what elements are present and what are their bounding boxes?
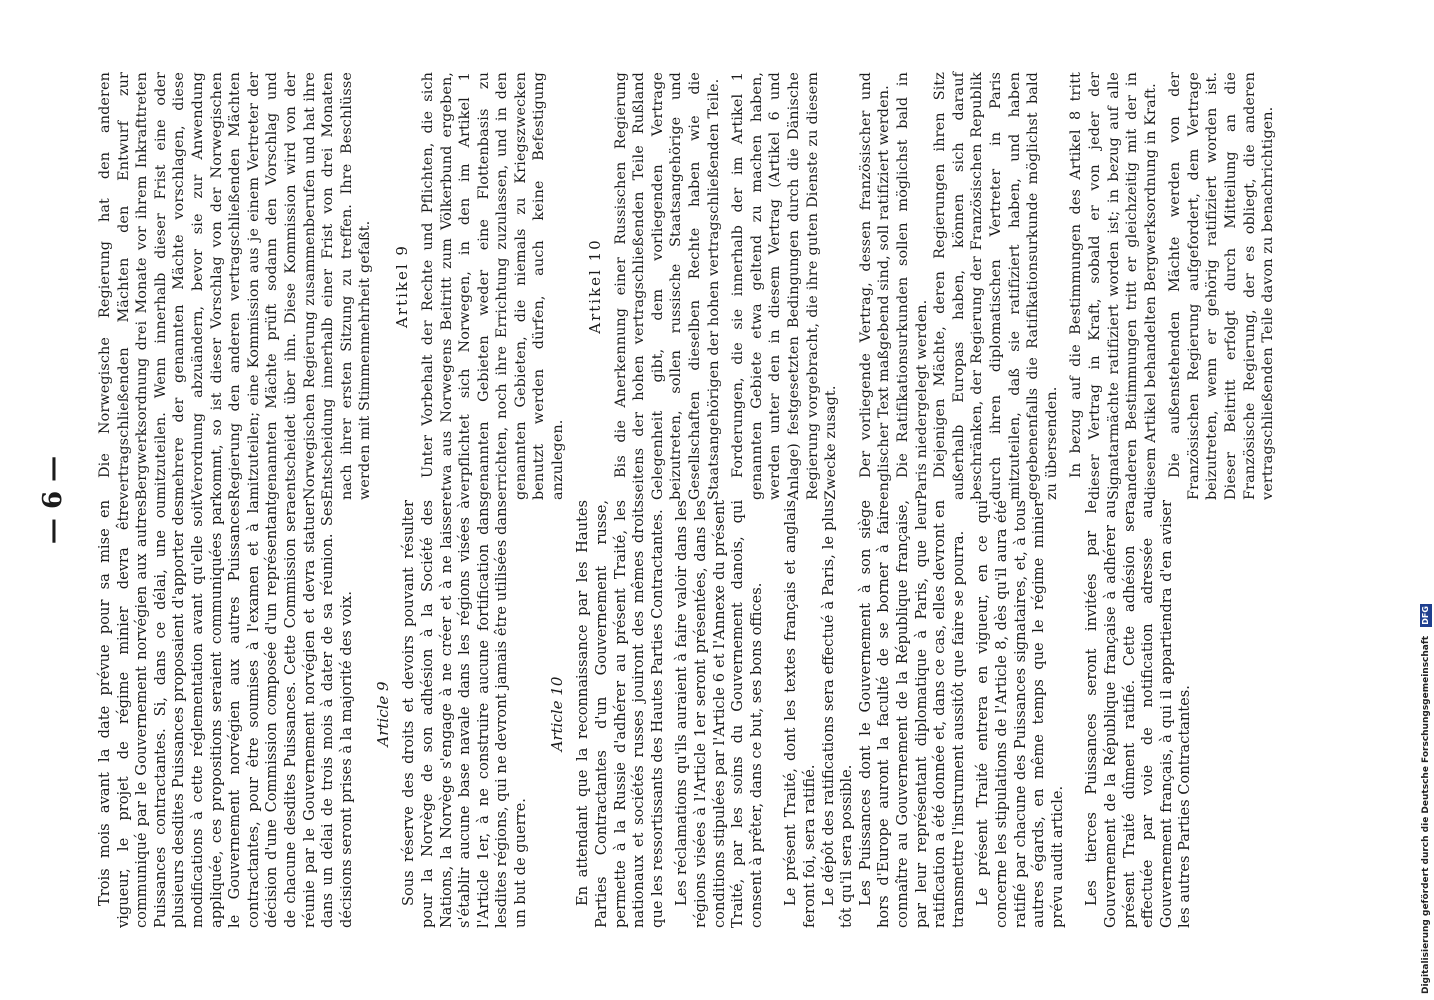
digitization-credit-text: Digitalisierung gefördert durch die Deutsche Forschungsgemeinschaft [1421,635,1431,994]
french-final-paragraph-5: Les tierces Puissances seront invitées par le Gouvernement de la République française à adhérer au présent Traité dûment ratifié. Cette adhésion sera effectuée par voie de notification adressée au Gouvernement français, à qui il appartiendra d'en aviser les autres Parties Contractantes. [1083,500,1194,928]
german-final-paragraph-3: Diejenigen Mächte, deren Regierungen ihren Sitz außerhalb Europas haben, können sich darauf beschränken, der Regierung der Französischen Republik durch ihren diplomatischen Vertreter in Paris mitzuteilen, daß sie ratifiziert haben, und haben gegebenenfalls die Ratifikationsurkunde möglichst bald zu übersenden. [932,72,1060,500]
german-article-10-paragraph-1: Bis die Anerkennung einer Russischen Regierung seitens der hohen vertragschließenden Teile Rußland Gelegenheit gibt, dem vorliegenden Vertrage beizutreten, sollen russische Staatsangehörige und Gesellschaften dieselben Rechte haben wie die Staatsangehörigen der hohen vertragschließenden Teile. [612,72,722,500]
german-article-10-paragraph-2: Forderungen, die sie innerhalb der im Artikel 1 genannten Gebiete etwa geltend zu machen haben, werden unter den in diesem Vertrag (Artikel 6 und Anlage) festgesetzten Bedingungen durch die Dänische Regierung vorgebracht, die ihre guten Dienste zu diesem Zwecke zusagt. [730,72,840,500]
german-final-paragraph-1: Der vorliegende Vertrag, dessen französischer und englischer Text maßgebend sind, soll ratifiziert werden. [857,72,893,500]
french-article-9-heading: Article 9 [374,681,393,747]
french-final-paragraph-4: Le présent Traité entrera en vigueur, en ce qui concerne les stipulations de l'Article 8, dès qu'il aura été ratifié par chacune des Puissances signataires, et, à tous autres égards, en même temps que le régime minier prévu audit article. [974,500,1066,928]
dfg-logo: DFG [1420,606,1430,625]
french-column [96,500,1195,928]
german-article-9-heading: Artikel 9 [392,244,411,328]
digitization-credit [1418,0,1434,1000]
german-column [96,72,1278,500]
french-final-paragraph-3: Les Puissances dont le Gouvernement à son siège hors d'Europe auront la faculté de se borner à faire connaître au Gouvernement de la République française, par leur représentant diplomatique à Paris, que leur ratification a été donnée et, dans ce cas, elles devront en transmettre l'instrument aussitôt que faire se pourra. [856,500,967,928]
german-article-10-heading: Artikel 10 [585,238,604,334]
german-final-paragraph-4: In bezug auf die Bestimmungen des Artikel 8 tritt dieser Vertrag in Kraft, sobald er von jeder der Signatarmächte ratifiziert worden ist; in bezug auf alle anderen Bestimmungen tritt er gleichzeitig mit der in diesem Artikel behandelten Bergwerksordnung in Kraft. [1068,72,1159,500]
german-final-paragraph-5: Die außenstehenden Mächte werden von der Französischen Regierung aufgefordert, dem Vertrage beizutreten, wenn er gehörig ratifiziert worden ist. Dieser Beitritt erfolgt durch Mitteilung an die Französische Regierung, der es obliegt, die anderen vertragschließenden Teile davon zu benachrichtigen. [1167,72,1277,500]
french-final-paragraph-2: Le dépôt des ratifications sera effectué à Paris, le plus tôt qu'il sera possible. [819,500,856,928]
french-article-10-paragraph-2: Les réclamations qu'ils auraient à faire valoir dans les régions visées à l'Article 1er seront présentées, dans les conditions stipulées par l'Article 6 et l'Annexe du présent Traité, par les soins du Gouvernement danois, qui consent à prêter, dans ce but, ses bons offices. [673,500,765,928]
french-final-paragraph-1: Le présent Traité, dont les textes français et anglais feront foi, sera ratifié. [782,500,818,928]
french-article-10-heading: Article 10 [548,676,567,752]
french-intro-paragraph: Trois mois avant la date prévue pour sa mise en vigueur, le projet de régime minier devra être communiqué par le Gouvernement norvégien aux autres Puissances contractantes. Si, dans ce délai, une ou plusieurs desdites Puissances proposaient d'apporter des modifications à cette réglementation avant qu'elle soit appliquée, ces propositions seraient communiquées par le Gouvernement norvégien aux autres Puissances contractantes, pour être soumises à l'examen et à la décision d'une Commission composée d'un représentant de chacune desdites Puissances. Cette Commission sera réunie par le Gouvernement norvégien et devra statuer dans un délai de trois mois à dater de sa réunion. Ses décisions seront prises à la majorité des voix. [96,500,355,928]
german-final-paragraph-2: Die Ratifikationsurkunden sollen möglichst bald in Paris niedergelegt werden. [894,72,930,500]
french-article-9-text: Sous réserve des droits et devoirs pouvant résulter pour la Norvège de son adhésion à la Société des Nations, la Norvège s'engage à ne créer et à ne laisser s'établir aucune base navale dans les régions visées à l'Article 1er, à ne construire aucune fortification dans lesdites régions, qui ne devront jamais être utilisées dans un but de guerre. [400,500,529,928]
german-article-9-text: Unter Vorbehalt der Rechte und Pflichten, die sich etwa aus Norwegens Beitritt zum Völkerbund ergeben, verpflichtet sich Norwegen, in den im Artikel 1 genannten Gebieten weder eine Flottenbasis zu errichten, noch ihre Errichtung zuzulassen, und in den genannten Gebieten, die niemals zu Kriegszwecken benutzt werden dürfen, auch keine Befestigung anzulegen. [419,72,567,500]
page-number: — 6 — [38,455,68,545]
french-article-10-paragraph-1: En attendant que la reconnaissance par les Hautes Parties Contractantes d'un Gouvernement russe, permette à la Russie d'adhérer au présent Traité, les nationaux et sociétés russes jouiront des mêmes droits que les ressortissants des Hautes Parties Contractantes. [574,500,666,928]
german-intro-paragraph: Die Norwegische Regierung hat den anderen vertragschließenden Mächten den Entwurf zur Bergwerksordnung drei Monate vor ihrem Inkrafttreten mitzuteilen. Wenn innerhalb dieser Frist eine oder mehrere der genannten Mächte vorschlagen, diese Verordnung abzuändern, bevor sie zur Anwendung kommt, so ist dieser Vorschlag von der Norwegischen Regierung den anderen vertragschließenden Mächten mitzuteilen; eine Kommission aus je einem Vertreter der genannten Mächte prüft sodann den Vorschlag und entscheidet über ihn. Diese Kommission wird von der Norwegischen Regierung zusammenberufen und hat ihre Entscheidung innerhalb einer Frist von drei Monaten nach ihrer ersten Sitzung zu treffen. Ihre Beschlüsse werden mit Stimmenmehrheit gefaßt. [97,72,374,500]
